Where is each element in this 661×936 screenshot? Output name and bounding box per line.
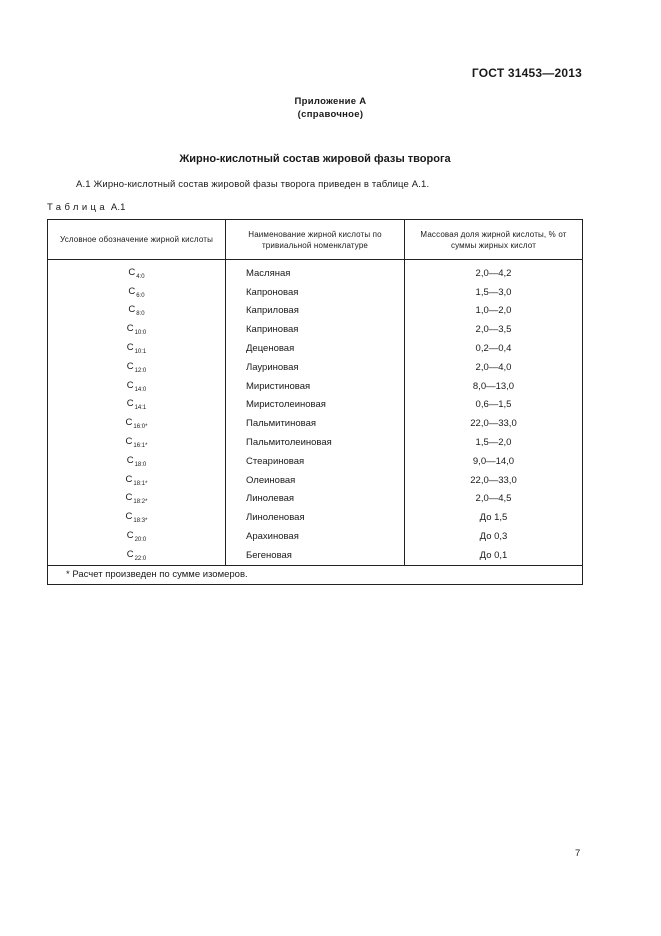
acid-symbol-subscript: 18:0 bbox=[134, 461, 147, 468]
acid-symbol-subscript: 14:1 bbox=[134, 405, 147, 412]
acid-name: Арахиновая bbox=[226, 527, 405, 546]
table-caption-id: А.1 bbox=[110, 202, 126, 213]
acid-symbol-subscript: 10:0 bbox=[134, 330, 147, 337]
table-row bbox=[48, 283, 583, 302]
acid-symbol-subscript: 20:0 bbox=[134, 537, 147, 544]
acid-symbol-subscript: 18:2* bbox=[133, 499, 148, 506]
acid-symbol-subscript: 6:0 bbox=[136, 292, 145, 299]
document-code: ГОСТ 31453—2013 bbox=[471, 66, 582, 80]
acid-symbol bbox=[48, 320, 226, 339]
mass-fraction: 0,6—1,5 bbox=[405, 396, 583, 415]
acid-symbol-letter: C bbox=[128, 285, 136, 297]
mass-fraction: До 0,3 bbox=[405, 527, 583, 546]
acid-symbol-letter: C bbox=[125, 473, 133, 485]
acid-symbol-subscript: 18:1* bbox=[133, 480, 148, 487]
appendix-title: Приложение А bbox=[294, 96, 367, 107]
fatty-acid-table bbox=[47, 219, 583, 585]
acid-name: Миристиновая bbox=[226, 377, 405, 396]
table-row bbox=[48, 377, 583, 396]
table-row bbox=[48, 414, 583, 433]
acid-symbol-letter: C bbox=[126, 323, 134, 335]
mass-fraction: 2,0—4,5 bbox=[405, 490, 583, 509]
acid-symbol-letter: C bbox=[126, 360, 134, 372]
acid-symbol-letter: C bbox=[126, 530, 134, 542]
table-row bbox=[48, 320, 583, 339]
acid-symbol-letter: C bbox=[125, 511, 133, 523]
acid-symbol-letter: C bbox=[126, 379, 134, 391]
intro-paragraph: А.1 Жирно-кислотный состав жировой фазы творога приведен в таблице А.1. bbox=[76, 179, 430, 190]
acid-symbol bbox=[48, 358, 226, 377]
mass-fraction: 22,0—33,0 bbox=[405, 471, 583, 490]
mass-fraction: 22,0—33,0 bbox=[405, 414, 583, 433]
acid-name: Пальмитиновая bbox=[226, 414, 405, 433]
acid-symbol-letter: C bbox=[125, 417, 133, 429]
acid-symbol-subscript: 4:0 bbox=[136, 273, 145, 280]
mass-fraction: До 1,5 bbox=[405, 508, 583, 527]
page-number: 7 bbox=[575, 848, 581, 859]
header-symbol: Условное обозначение жирной кислоты bbox=[48, 220, 226, 260]
acid-symbol-letter: C bbox=[125, 492, 133, 504]
appendix-heading bbox=[0, 95, 661, 121]
acid-symbol-subscript: 10:1 bbox=[134, 349, 147, 356]
acid-symbol-subscript: 12:0 bbox=[134, 367, 147, 374]
mass-fraction: 1,5—2,0 bbox=[405, 433, 583, 452]
mass-fraction: 9,0—14,0 bbox=[405, 452, 583, 471]
acid-symbol-letter: C bbox=[126, 454, 134, 466]
acid-symbol-letter: C bbox=[126, 548, 134, 560]
table-caption bbox=[47, 202, 126, 213]
acid-symbol bbox=[48, 490, 226, 509]
acid-symbol-letter: C bbox=[126, 342, 134, 354]
table-body bbox=[48, 260, 583, 566]
acid-symbol-letter: C bbox=[125, 436, 133, 448]
table-footnote: * Расчет произведен по сумме изомеров. bbox=[48, 565, 583, 584]
acid-symbol bbox=[48, 339, 226, 358]
acid-symbol bbox=[48, 508, 226, 527]
acid-symbol-subscript: 18:3* bbox=[133, 518, 148, 525]
acid-name: Олеиновая bbox=[226, 471, 405, 490]
section-title: Жирно-кислотный состав жировой фазы творога bbox=[179, 153, 451, 165]
header-mass-fraction: Массовая доля жирной кислоты, % от суммы жирных кислот bbox=[405, 220, 583, 260]
acid-name: Линоленовая bbox=[226, 508, 405, 527]
acid-name: Пальмитолеиновая bbox=[226, 433, 405, 452]
header-name: Наименование жирной кислоты по тривиальной номенклатуре bbox=[226, 220, 405, 260]
table-row bbox=[48, 302, 583, 321]
mass-fraction: До 0,1 bbox=[405, 546, 583, 565]
acid-symbol-letter: C bbox=[126, 398, 134, 410]
table-row bbox=[48, 508, 583, 527]
mass-fraction: 1,5—3,0 bbox=[405, 283, 583, 302]
table-row bbox=[48, 546, 583, 565]
acid-name: Бегеновая bbox=[226, 546, 405, 565]
table-footnote-row bbox=[48, 565, 583, 584]
acid-symbol bbox=[48, 452, 226, 471]
acid-symbol bbox=[48, 471, 226, 490]
acid-name: Стеариновая bbox=[226, 452, 405, 471]
acid-symbol bbox=[48, 414, 226, 433]
table-row bbox=[48, 490, 583, 509]
acid-name: Деценовая bbox=[226, 339, 405, 358]
acid-name: Масляная bbox=[226, 260, 405, 283]
mass-fraction: 2,0—4,0 bbox=[405, 358, 583, 377]
acid-name: Каприловая bbox=[226, 302, 405, 321]
acid-symbol-subscript: 16:1* bbox=[133, 443, 148, 450]
acid-symbol bbox=[48, 527, 226, 546]
mass-fraction: 2,0—3,5 bbox=[405, 320, 583, 339]
acid-symbol bbox=[48, 396, 226, 415]
acid-name: Каприновая bbox=[226, 320, 405, 339]
acid-name: Линолевая bbox=[226, 490, 405, 509]
acid-symbol bbox=[48, 433, 226, 452]
appendix-subtitle: (справочное) bbox=[297, 109, 364, 120]
acid-symbol bbox=[48, 283, 226, 302]
table-row bbox=[48, 260, 583, 283]
table-header-row bbox=[48, 220, 583, 260]
mass-fraction: 1,0—2,0 bbox=[405, 302, 583, 321]
table-row bbox=[48, 452, 583, 471]
acid-name: Миристолеиновая bbox=[226, 396, 405, 415]
acid-symbol-subscript: 16:0* bbox=[133, 424, 148, 431]
table-row bbox=[48, 339, 583, 358]
acid-symbol-letter: C bbox=[128, 266, 136, 278]
table-row bbox=[48, 471, 583, 490]
acid-symbol-subscript: 8:0 bbox=[136, 311, 145, 318]
table-row bbox=[48, 358, 583, 377]
table-caption-word: Таблица bbox=[47, 202, 109, 213]
acid-symbol bbox=[48, 302, 226, 321]
table-row bbox=[48, 527, 583, 546]
acid-symbol bbox=[48, 546, 226, 565]
acid-name: Лауриновая bbox=[226, 358, 405, 377]
table-row bbox=[48, 396, 583, 415]
mass-fraction: 8,0—13,0 bbox=[405, 377, 583, 396]
acid-symbol bbox=[48, 260, 226, 283]
acid-symbol-subscript: 14:0 bbox=[134, 386, 147, 393]
table-row bbox=[48, 433, 583, 452]
mass-fraction: 2,0—4,2 bbox=[405, 260, 583, 283]
mass-fraction: 0,2—0,4 bbox=[405, 339, 583, 358]
acid-symbol bbox=[48, 377, 226, 396]
acid-symbol-subscript: 22:0 bbox=[134, 555, 147, 562]
acid-name: Капроновая bbox=[226, 283, 405, 302]
acid-symbol-letter: C bbox=[128, 304, 136, 316]
